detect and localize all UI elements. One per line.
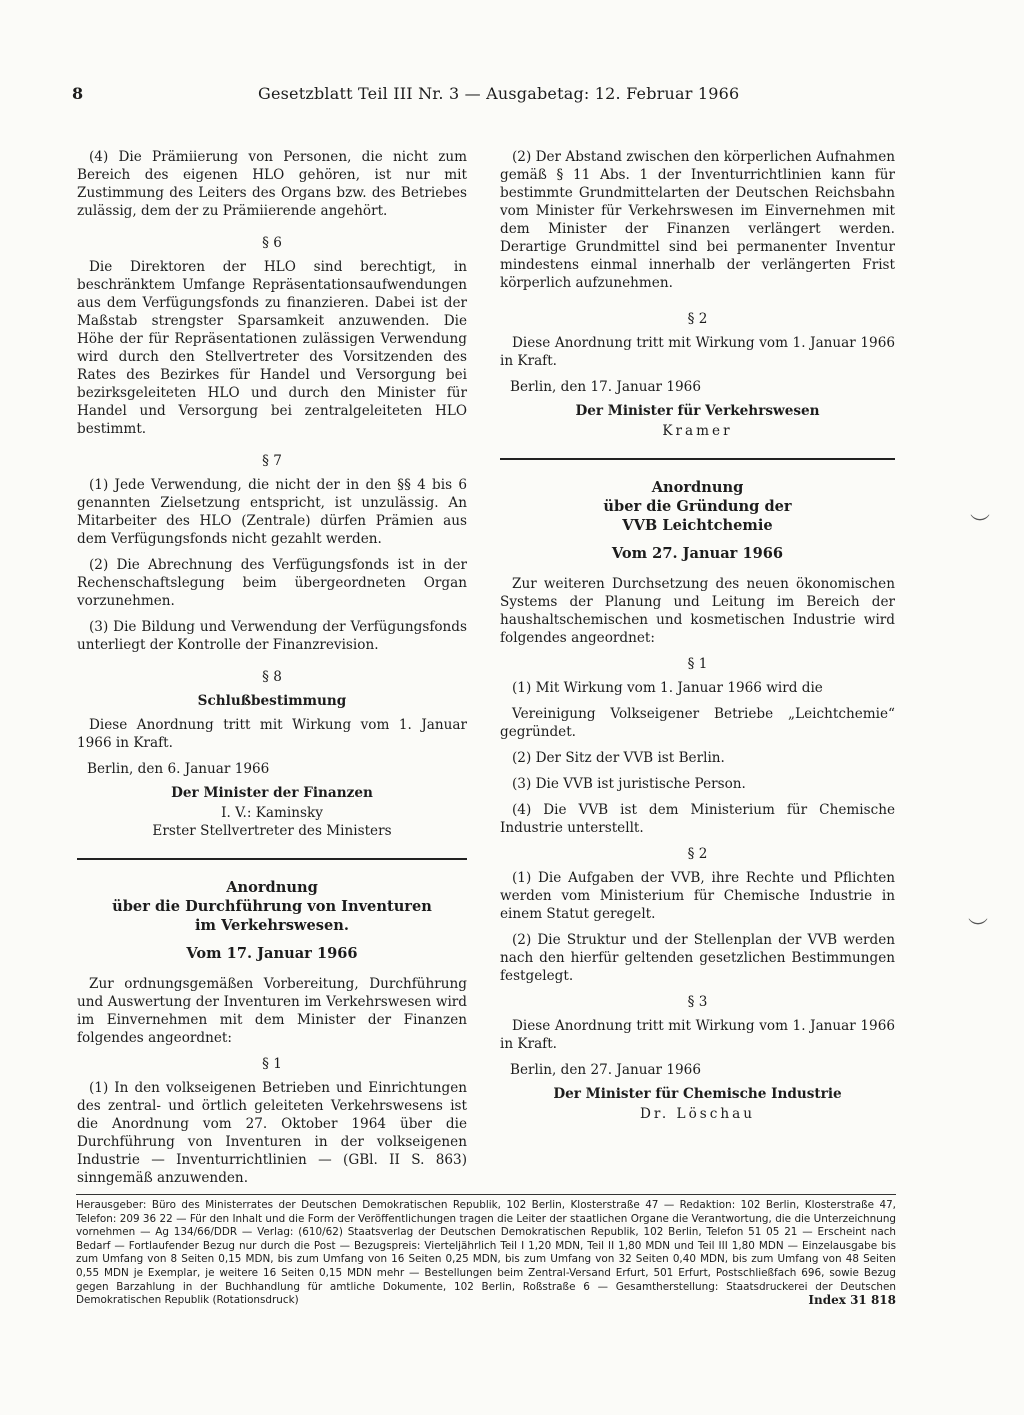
left-column — [77, 148, 467, 1195]
section-number: § 6 — [262, 235, 282, 251]
scan-mark: ︶ — [968, 916, 988, 940]
paragraph: Zur weiteren Durchsetzung des neuen ökonomischen Systems der Planung und Leitung im Bereich der haushaltschemischen und kosmetischen Industrie wird folgendes angeordnet: — [500, 576, 895, 646]
paragraph: (2) Die Struktur und der Stellenplan der VVB werden nach den hierfür geltenden gesetzlichen Bestimmungen festgelegt. — [500, 932, 895, 984]
paragraph: (2) Der Abstand zwischen den körperlichen Aufnahmen gemäß § 11 Abs. 1 der Inventurrichtlinien kann für bestimmte Grundmittelarten der Deutschen Reichsbahn vom Minister für Verkehrswesen im Einvernehmen mit dem Minister der Finanzen verlängert werden. Derartige Grundmittel sind bei permanenter Inventur mindestens einmal innerhalb der verlängerten Frist körperlich aufzunehmen. — [500, 149, 895, 291]
imprint-footer — [76, 1194, 896, 1308]
ordinance-subtitle: über die Durchführung von Inventuren — [112, 898, 432, 915]
index-number: Index 31 818 — [808, 1293, 896, 1308]
ordinance-title: Anordnung — [651, 479, 744, 496]
place-date: Berlin, den 17. Januar 1966 — [510, 379, 701, 395]
ordinance-subtitle: im Verkehrswesen. — [195, 917, 349, 934]
paragraph: Diese Anordnung tritt mit Wirkung vom 1. Januar 1966 in Kraft. — [77, 717, 467, 751]
paragraph: (2) Der Sitz der VVB ist Berlin. — [512, 750, 725, 766]
place-date: Berlin, den 6. Januar 1966 — [87, 761, 270, 777]
paragraph: (1) Mit Wirkung vom 1. Januar 1966 wird die — [512, 680, 823, 696]
section-number: § 1 — [262, 1056, 282, 1072]
paragraph: Vereinigung Volkseigener Betriebe „Leichtchemie“ gegründet. — [500, 706, 895, 740]
signatory-role: Erster Stellvertreter des Ministers — [152, 823, 392, 839]
section-number: § 8 — [262, 669, 282, 685]
section-number: § 3 — [687, 994, 708, 1010]
divider — [77, 858, 467, 860]
paragraph: Zur ordnungsgemäßen Vorbereitung, Durchführung und Auswertung der Inventuren im Verkehrswesen wird im Einvernehmen mit dem Minister der Finanzen folgendes angeordnet: — [77, 976, 467, 1046]
paragraph: Diese Anordnung tritt mit Wirkung vom 1. Januar 1966 in Kraft. — [500, 335, 895, 369]
page-number: 8 — [72, 84, 84, 103]
paragraph: (3) Die VVB ist juristische Person. — [512, 776, 746, 792]
section-number: § 7 — [262, 453, 282, 469]
signatory-name: Dr. Löschau — [640, 1106, 755, 1122]
signatory-name: I. V.: Kaminsky — [221, 805, 323, 821]
section-number: § 2 — [687, 846, 708, 862]
paragraph: (3) Die Bildung und Verwendung der Verfügungsfonds unterliegt der Kontrolle der Finanzrevision. — [77, 619, 467, 653]
right-column — [500, 148, 895, 1125]
signatory-title: Der Minister der Finanzen — [171, 785, 373, 801]
divider — [500, 458, 895, 460]
signatory-name: Kramer — [662, 423, 733, 439]
ordinance-date: Vom 27. Januar 1966 — [611, 545, 784, 562]
paragraph: (4) Die Prämiierung von Personen, die nicht zum Bereich des eigenen HLO gehören, ist nur mit Zustimmung des Leiters des Organs bzw. des Betriebes zulässig, dem der zu Prämiierende angehört. — [77, 149, 467, 219]
signatory-title: Der Minister für Chemische Industrie — [553, 1086, 842, 1102]
paragraph: Die Direktoren der HLO sind berechtigt, in beschränktem Umfange Repräsentationsaufwendungen aus dem Verfügungsfonds zu finanzieren. Dabei ist der Maßstab strengster Sparsamkeit anzuwenden. Die Höhe der für Repräsentationen zulässigen Verwendung wird durch den Stellvertreter des Vorsitzenden des Rates des Bezirkes für Handel und Versorgung bei bezirksgeleiteten HLO und durch den Minister für Handel und Versorgung bei zentralgeleiteten HLO bestimmt. — [77, 259, 467, 437]
signatory-title: Der Minister für Verkehrswesen — [575, 403, 820, 419]
gazette-title: Gesetzblatt Teil III Nr. 3 — Ausgabetag: 12. Februar 1966 — [258, 84, 740, 103]
imprint-text: Herausgeber: Büro des Ministerrates der Deutschen Demokratischen Republik, 102 Berlin, Klosterstraße 47 — Redaktion: 102 Berlin, Klosterstraße 47, Telefon: 209 36 22 — Für den Inhalt und die Form der Veröffentlichungen tragen die Leiter der staatlichen Organe die Verantwortung, die die Unterzeichnung vornehmen — Ag 134/66/DDR — Verlag: (610/62) Staatsverlag der Deutschen Demokratischen Republik, 102 Berlin, Telefon 51 05 21 — Erscheint nach Bedarf — Fortlaufender Bezug nur durch die Post — Bezugspreis: Vierteljährlich Teil I 1,20 MDN, Teil II 1,80 MDN und Teil III 1,80 MDN — Einzelausgabe bis zum Umfang von 8 Seiten 0,15 MDN, bis zum Umfang von 16 Seiten 0,25 MDN, bis zum Umfang von 32 Seiten 0,40 MDN, bis zum Umfang von 48 Seiten 0,55 MDN je Exemplar, je weitere 16 Seiten 0,15 MDN mehr — Bestellungen beim Zentral-Versand Erfurt, 501 Erfurt, Postschließfach 696, sowie Bezug gegen Barzahlung in der Buchhandlung für amtliche Dokumente, 102 Berlin, Roßstraße 6 — Gesamtherstellung: Staatsdruckerei der Deutschen Demokratischen Republik (Rotationsdruck) — [76, 1199, 896, 1307]
ordinance-title: Anordnung — [226, 879, 318, 896]
paragraph: (2) Die Abrechnung des Verfügungsfonds ist in der Rechenschaftslegung beim übergeordneten Organ vorzunehmen. — [77, 557, 467, 609]
paragraph: Diese Anordnung tritt mit Wirkung vom 1. Januar 1966 in Kraft. — [500, 1018, 895, 1052]
paragraph: (1) Die Aufgaben der VVB, ihre Rechte und Pflichten werden vom Ministerium für Chemische Industrie in einem Statut geregelt. — [500, 870, 895, 922]
scan-mark: ︶ — [970, 512, 990, 536]
section-heading: Schlußbestimmung — [197, 693, 347, 709]
paragraph: (1) Jede Verwendung, die nicht der in den §§ 4 bis 6 genannten Zielsetzung entspricht, ist unzulässig. An Mitarbeiter des HLO (Zentrale) dürfen Prämien aus dem Verfügungsfonds nicht gezahlt werden. — [77, 477, 467, 547]
ordinance-subtitle: über die Gründung der — [603, 498, 792, 515]
section-number: § 1 — [687, 656, 708, 672]
paragraph: (1) In den volkseigenen Betrieben und Einrichtungen des zentral- und örtlich geleiteten Verkehrswesens ist die Anordnung vom 27. Oktober 1964 über die Durchführung von Inventuren in der volkseigenen Industrie — Inventurrichtlinien — (GBl. II S. 863) sinngemäß anzuwenden. — [77, 1080, 467, 1186]
place-date: Berlin, den 27. Januar 1966 — [510, 1062, 701, 1078]
ordinance-date: Vom 17. Januar 1966 — [186, 945, 358, 962]
page-header — [72, 84, 892, 108]
paragraph: (4) Die VVB ist dem Ministerium für Chemische Industrie unterstellt. — [500, 802, 895, 836]
section-number: § 2 — [687, 311, 708, 327]
ordinance-subtitle: VVB Leichtchemie — [622, 517, 773, 534]
